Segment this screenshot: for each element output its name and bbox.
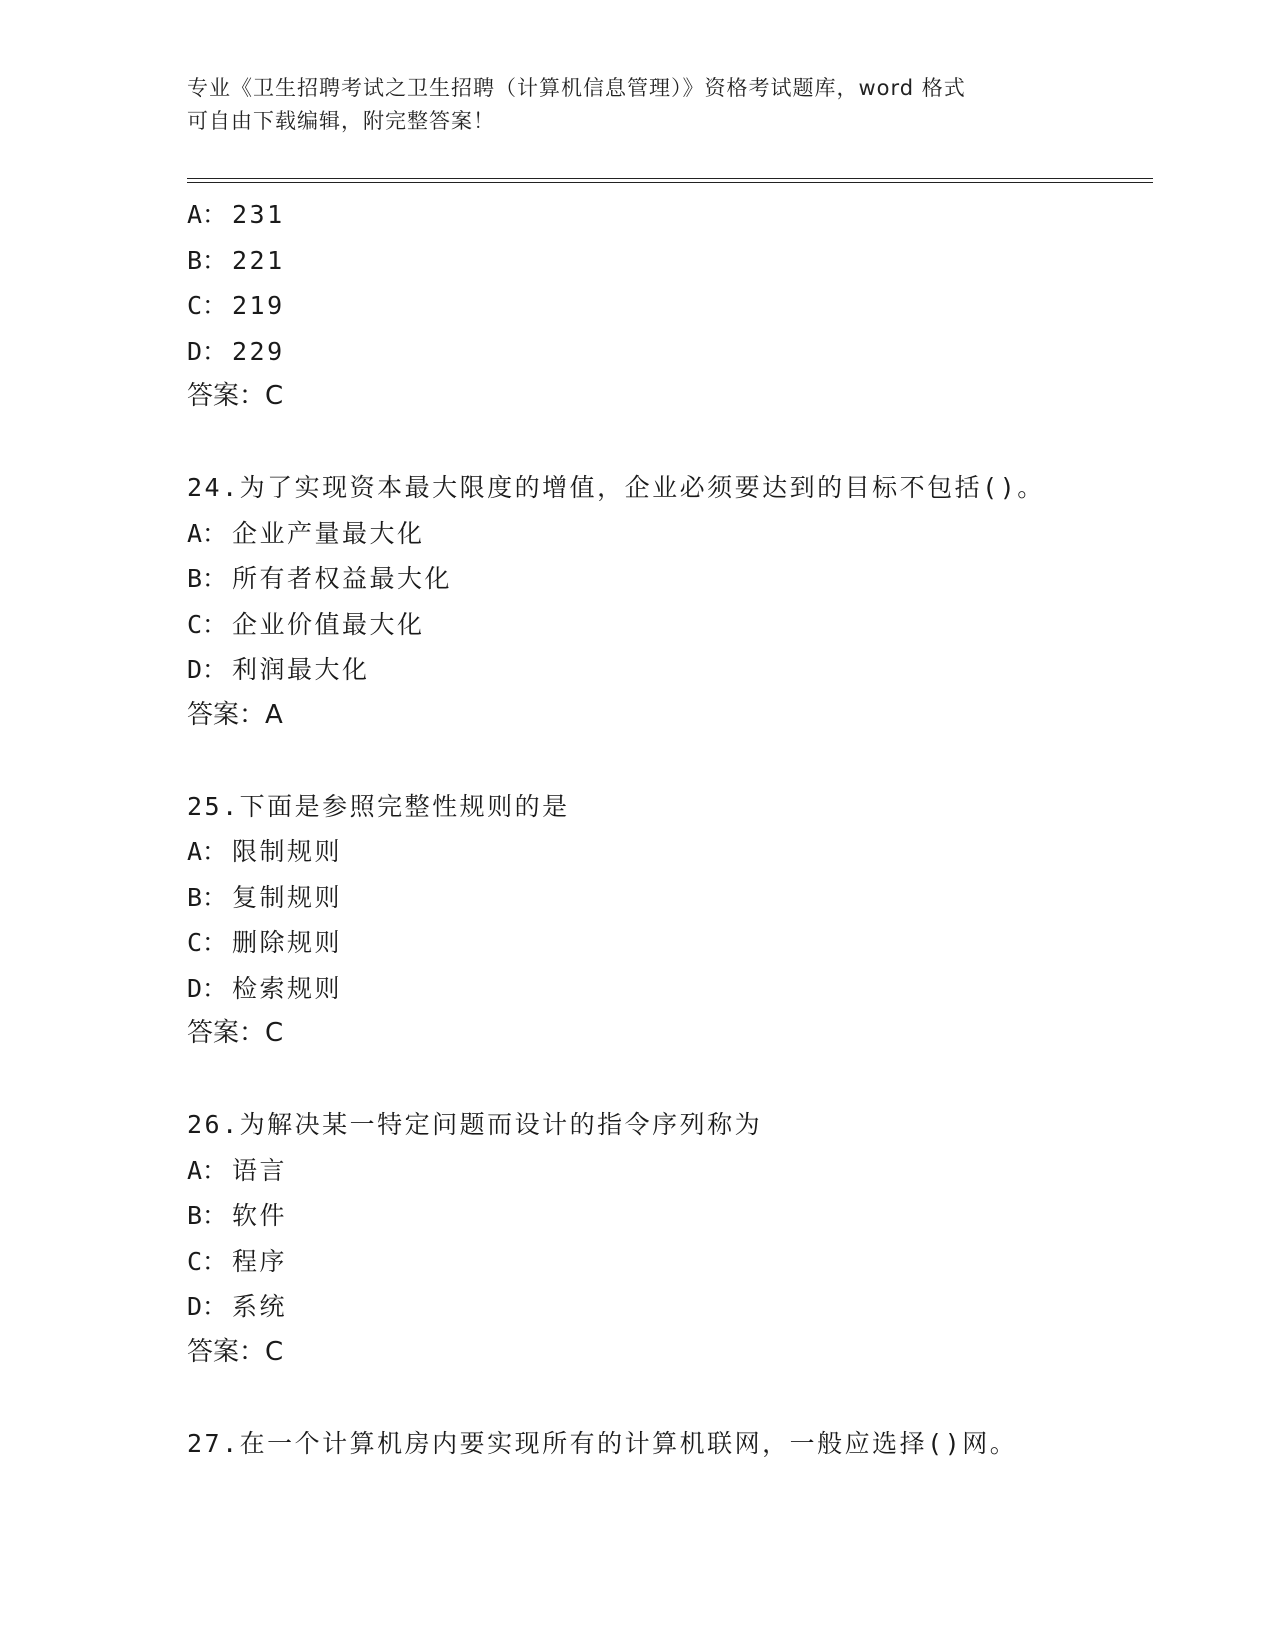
option-b: B： 221 [187,245,285,275]
header-divider-top [187,178,1153,179]
option-c: C： 219 [187,291,285,320]
question-stem: 26.为解决某一特定问题而设计的指令序列称为 [187,1110,763,1139]
option-b: B： 复制规则 [187,882,343,912]
answer-line: 答案：C [187,1018,284,1048]
header-line-1: 专业《卫生招聘考试之卫生招聘（计算机信息管理）》资格考试题库，word 格式 [187,76,966,100]
option-b: B： 软件 [187,1201,288,1230]
question-list [187,192,1153,1466]
document-header [187,72,1087,138]
option-c: C： 企业价值最大化 [187,609,425,639]
option-a: A： 231 [187,200,285,229]
question-stem: 27.在一个计算机房内要实现所有的计算机联网，一般应选择()网。 [187,1428,1018,1458]
header-divider-bottom [187,182,1153,183]
spacer [187,738,1153,784]
answer-line: 答案：C [187,381,284,411]
question-26 [187,1102,1153,1375]
option-b: B： 所有者权益最大化 [187,564,453,593]
option-a: A： 语言 [187,1155,288,1185]
question-stem: 25.下面是参照完整性规则的是 [187,791,570,821]
option-d: D： 229 [187,336,285,366]
option-a: A： 限制规则 [187,837,343,866]
option-d: D： 利润最大化 [187,655,370,684]
spacer [187,1057,1153,1103]
answer-line: 答案：A [187,699,283,730]
option-a: A： 企业产量最大化 [187,518,425,548]
option-c: C： 删除规则 [187,928,343,957]
question-24 [187,465,1153,738]
option-d: D： 检索规则 [187,973,343,1003]
question-25 [187,784,1153,1057]
option-c: C： 程序 [187,1246,288,1276]
question-23-continued [187,192,1153,420]
answer-line: 答案：C [187,1336,284,1367]
header-line-2: 可自由下载编辑，附完整答案！ [187,109,495,133]
option-d: D： 系统 [187,1292,288,1321]
question-stem: 24.为了实现资本最大限度的增值，企业必须要达到的目标不包括()。 [187,473,1045,502]
spacer [187,420,1153,466]
spacer [187,1375,1153,1421]
question-27 [187,1421,1153,1467]
